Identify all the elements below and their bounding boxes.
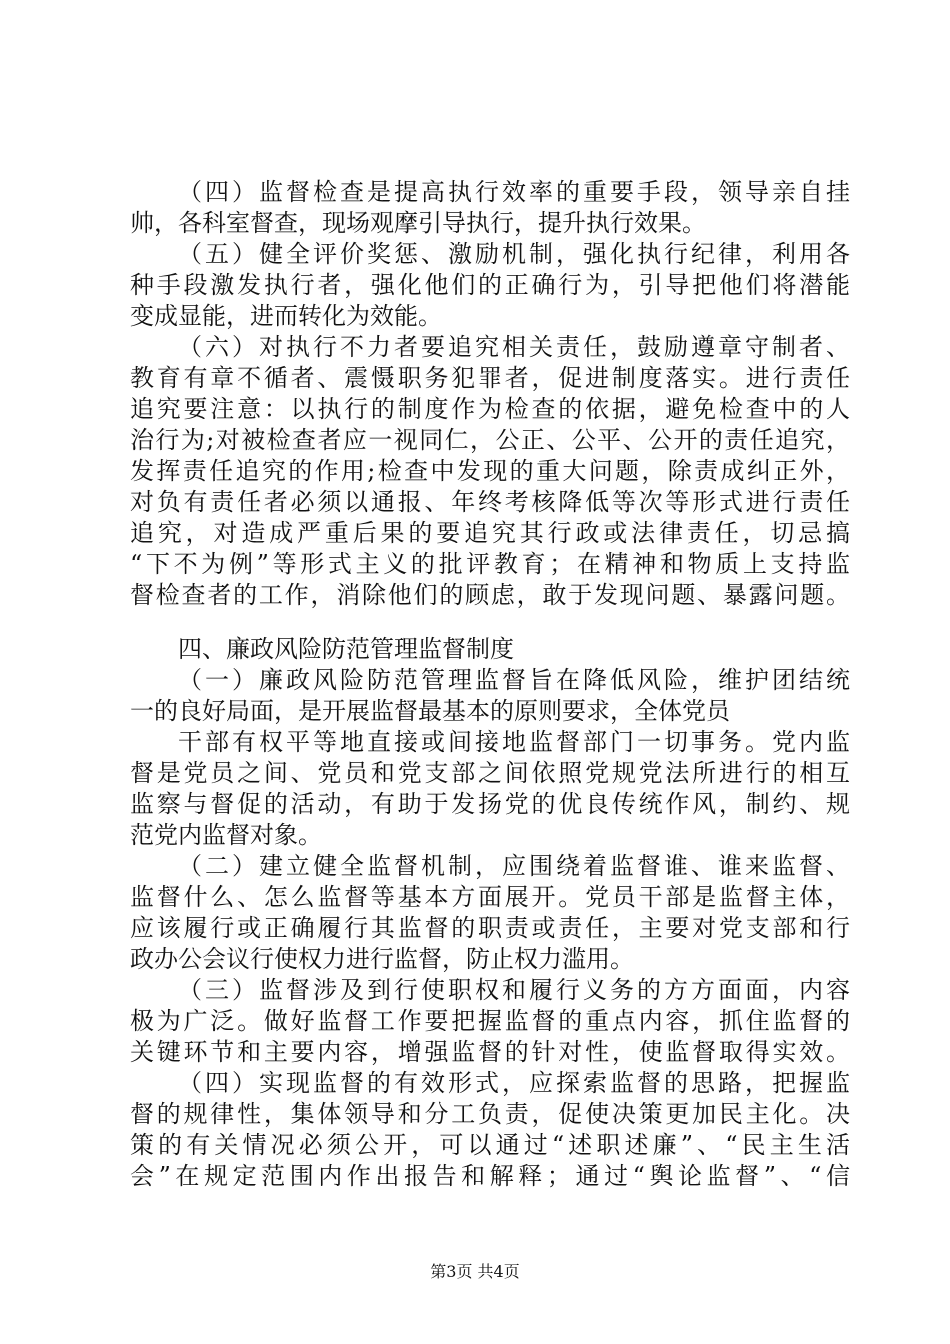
paragraph-line: （五）健全评价奖惩、激励机制，强化执行纪律，利用各 xyxy=(178,240,850,268)
paragraph-line: 治行为;对被检查者应一视同仁，公正、公平、公开的责任追究， xyxy=(130,426,850,454)
paragraph-line: 范党内监督对象。 xyxy=(130,821,322,849)
paragraph-line: （三）监督涉及到行使职权和履行义务的方方面面，内容 xyxy=(178,976,850,1004)
paragraph-line: 关键环节和主要内容，增强监督的针对性，使监督取得实效。 xyxy=(130,1038,850,1066)
paragraph-line: 对负有责任者必须以通报、年终考核降低等次等形式进行责任 xyxy=(130,488,850,516)
paragraph-line: 监察与督促的活动，有助于发扬党的优良传统作风，制约、规 xyxy=(130,790,850,818)
paragraph-line: 帅，各科室督查，现场观摩引导执行，提升执行效果。 xyxy=(130,209,706,237)
section-heading: 四、廉政风险防范管理监督制度 xyxy=(178,635,514,663)
page-footer: 第3页 共4页 xyxy=(430,1262,520,1281)
paragraph-line: （四）监督检查是提高执行效率的重要手段，领导亲自挂 xyxy=(178,178,850,206)
paragraph-line: 督是党员之间、党员和党支部之间依照党规党法所进行的相互 xyxy=(130,759,850,787)
paragraph-line: 一的良好局面，是开展监督最基本的原则要求，全体党员 xyxy=(130,697,730,725)
paragraph-line: 应该履行或正确履行其监督的职责或责任，主要对党支部和行 xyxy=(130,914,850,942)
paragraph-line: （二）建立健全监督机制，应围绕着监督谁、谁来监督、 xyxy=(178,852,850,880)
paragraph-line: 种手段激发执行者，强化他们的正确行为，引导把他们将潜能 xyxy=(130,271,850,299)
paragraph-line: 追究要注意：以执行的制度作为检查的依据，避免检查中的人 xyxy=(130,395,850,423)
paragraph-line: （一）廉政风险防范管理监督旨在降低风险，维护团结统 xyxy=(178,666,850,694)
paragraph-line: 策的有关情况必须公开，可以通过“述职述廉”、“民主生活 xyxy=(130,1131,850,1159)
paragraph-line: 督检查者的工作，消除他们的顾虑，敢于发现问题、暴露问题。 xyxy=(130,581,850,609)
paragraph-line: （六）对执行不力者要追究相关责任，鼓励遵章守制者、 xyxy=(178,333,850,361)
paragraph-line: 极为广泛。做好监督工作要把握监督的重点内容，抓住监督的 xyxy=(130,1007,850,1035)
paragraph-line: 督的规律性，集体领导和分工负责，促使决策更加民主化。决 xyxy=(130,1100,850,1128)
paragraph-line: 会”在规定范围内作出报告和解释；通过“舆论监督”、“信 xyxy=(130,1162,850,1190)
paragraph-line: “下不为例”等形式主义的批评教育；在精神和物质上支持监 xyxy=(130,550,850,578)
paragraph-line: 政办公会议行使权力进行监督，防止权力滥用。 xyxy=(130,945,634,973)
paragraph-line: （四）实现监督的有效形式，应探索监督的思路，把握监 xyxy=(178,1069,850,1097)
paragraph-line: 干部有权平等地直接或间接地监督部门一切事务。党内监 xyxy=(178,728,850,756)
paragraph-line: 监督什么、怎么监督等基本方面展开。党员干部是监督主体， xyxy=(130,883,850,911)
paragraph-line: 追究，对造成严重后果的要追究其行政或法律责任，切忌搞 xyxy=(130,519,850,547)
paragraph-line: 教育有章不循者、震慑职务犯罪者，促进制度落实。进行责任 xyxy=(130,364,850,392)
paragraph-line: 变成显能，进而转化为效能。 xyxy=(130,302,442,330)
paragraph-line: 发挥责任追究的作用;检查中发现的重大问题，除责成纠正外， xyxy=(130,457,850,485)
